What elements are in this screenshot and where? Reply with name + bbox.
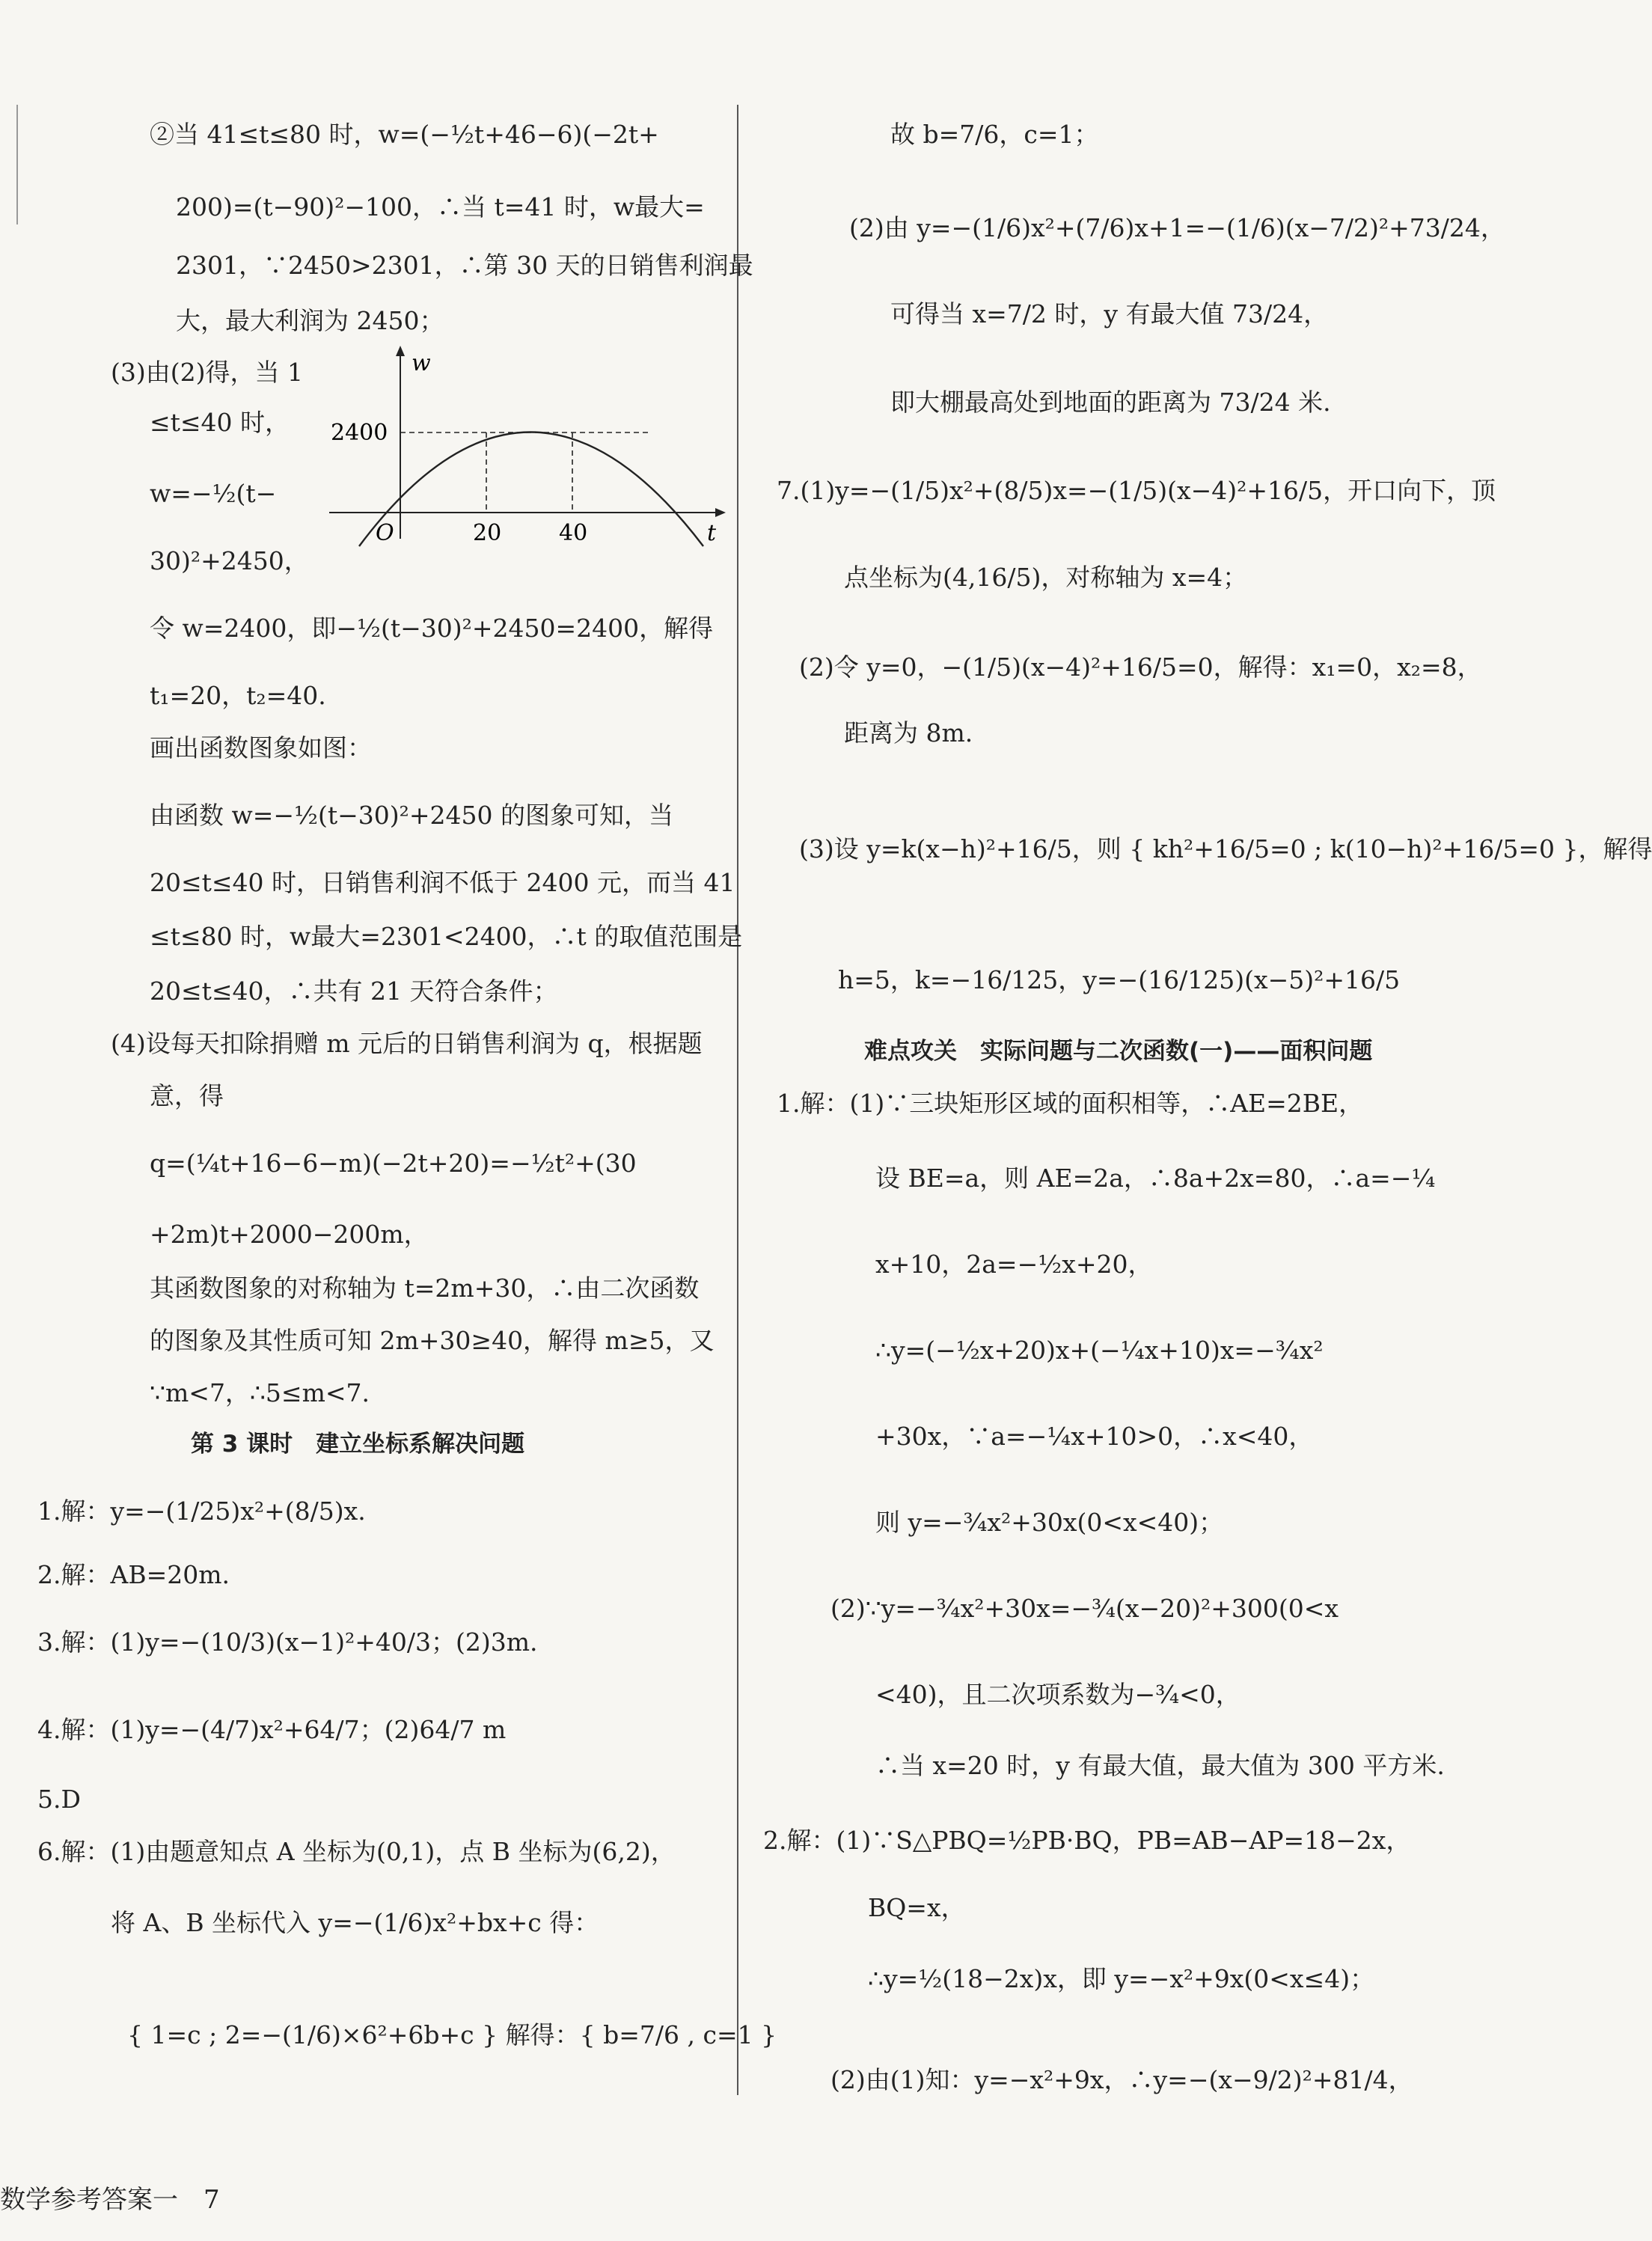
solution-line: +30x，∵a=−¼x+10>0，∴x<40， (875, 1422, 1314, 1451)
solution-line: ∴y=(−½x+20)x+(−¼x+10)x=−¾x² (875, 1336, 1324, 1365)
solution-line: 其函数图象的对称轴为 t=2m+30，∴由二次函数 (150, 1274, 700, 1303)
solution-line: 30)²+2450， (150, 546, 309, 575)
solution-line: 设 BE=a，则 AE=2a，∴8a+2x=80，∴a=−¼ (875, 1164, 1436, 1193)
solution-line: ≤t≤40 时， (150, 408, 290, 437)
solution-line: 3.解：(1)y=−(10/3)(x−1)²+40/3；(2)3m. (37, 1627, 538, 1657)
solution-line: (4)设每天扣除捐赠 m 元后的日销售利润为 q，根据题 (111, 1029, 703, 1058)
solution-line: h=5，k=−16/125，y=−(16/125)(x−5)²+16/5 (838, 965, 1401, 994)
solution-line: 距离为 8m. (844, 718, 973, 747)
solution-line: 由函数 w=−½(t−30)²+2450 的图象可知，当 (150, 801, 674, 830)
parabola-curve (359, 432, 703, 547)
w-axis-label: w (412, 350, 431, 376)
solution-line: ≤t≤80 时，w最大=2301<2400，∴t 的取值范围是 (150, 922, 743, 951)
solution-line: 4.解：(1)y=−(4/7)x²+64/7；(2)64/7 m (37, 1715, 507, 1744)
solution-line: 的图象及其性质可知 2m+30≥40，解得 m≥5，又 (150, 1326, 715, 1355)
solution-line: 将 A、B 坐标代入 y=−(1/6)x²+bx+c 得： (111, 1908, 599, 1937)
section-heading: 难点攻关 实际问题与二次函数(一)——面积问题 (864, 1038, 1373, 1065)
solution-line: 7.(1)y=−(1/5)x²+(8/5)x=−(1/5)(x−4)²+16/5，开口向下，顶 (777, 476, 1496, 505)
solution-line: 200)=(t−90)²−100，∴当 t=41 时，w最大= (176, 192, 705, 221)
solution-line: q=(¼t+16−6−m)(−2t+20)=−½t²+(30 (150, 1149, 637, 1178)
parabola-graph (329, 344, 748, 569)
solution-line: { 1=c ; 2=−(1/6)×6²+6b+c } 解得：{ b=7/6 , c=1 } (127, 2020, 777, 2049)
w-axis-arrow (396, 346, 405, 356)
solution-line: ∴y=½(18−2x)x，即 y=−x²+9x(0<x≤4)； (868, 1964, 1375, 1993)
solution-line: 故 b=7/6，c=1； (890, 120, 1099, 149)
solution-line: <40)，且二次项系数为−¾<0， (875, 1680, 1240, 1709)
section-heading: 第 3 课时 建立坐标系解决问题 (191, 1431, 525, 1458)
margin-rule (16, 105, 18, 224)
solution-line: BQ=x， (868, 1893, 966, 1922)
solution-line: (2)由 y=−(1/6)x²+(7/6)x+1=−(1/6)(x−7/2)²+73/24， (849, 213, 1505, 242)
solution-line: 2.解：(1)∵S△PBQ=½PB·BQ，PB=AB−AP=18−2x， (763, 1826, 1411, 1855)
solution-line: 5.D (37, 1785, 81, 1814)
x-tick-40: 40 (559, 520, 588, 546)
t-axis-arrow (715, 508, 726, 517)
solution-line: ∵m<7，∴5≤m<7. (150, 1378, 370, 1407)
solution-line: 则 y=−¾x²+30x(0<x<40)； (875, 1508, 1224, 1537)
solution-line: 意，得 (150, 1081, 224, 1110)
solution-line: 20≤t≤40 时，日销售利润不低于 2400 元，而当 41 (150, 868, 735, 897)
solution-line: 6.解：(1)由题意知点 A 坐标为(0,1)，点 B 坐标为(6,2)， (37, 1837, 676, 1866)
solution-line: x+10，2a=−½x+20， (875, 1250, 1153, 1279)
solution-line: 1.解：y=−(1/25)x²+(8/5)x. (37, 1496, 366, 1526)
solution-line: w=−½(t− (150, 479, 277, 508)
solution-line: (2)由(1)知：y=−x²+9x，∴y=−(x−9/2)²+81/4， (830, 2065, 1413, 2094)
x-tick-20: 20 (473, 520, 502, 546)
solution-line: ∴当 x=20 时，y 有最大值，最大值为 300 平方米. (875, 1751, 1445, 1780)
solution-line: 2301，∵2450>2301，∴第 30 天的日销售利润最 (176, 251, 753, 280)
solution-line: 2.解：AB=20m. (37, 1560, 230, 1589)
solution-line: +2m)t+2000−200m， (150, 1220, 429, 1249)
solution-line: 1.解：(1)∵三块矩形区域的面积相等，∴AE=2BE， (777, 1089, 1364, 1118)
solution-line: (3)设 y=k(x−h)²+16/5，则 { kh²+16/5=0 ; k(10−h)²+16/5=0 }，解得 (799, 834, 1652, 863)
solution-line: 画出函数图象如图： (150, 733, 372, 762)
y-tick-2400: 2400 (331, 420, 388, 446)
solution-line: 令 w=2400，即−½(t−30)²+2450=2400，解得 (150, 614, 714, 643)
t-axis-label: t (707, 520, 717, 546)
solution-line: 可得当 x=7/2 时，y 有最大值 73/24， (890, 299, 1329, 328)
origin-label: O (376, 520, 394, 546)
solution-line: t₁=20，t₂=40. (150, 681, 326, 710)
solution-line: ②当 41≤t≤80 时，w=(−½t+46−6)(−2t+ (150, 120, 659, 149)
solution-line: 大，最大利润为 2450； (176, 306, 444, 335)
solution-line: 即大棚最高处到地面的距离为 73/24 米. (890, 388, 1331, 417)
page-footer: 数学参考答案一 7 (0, 2185, 220, 2215)
solution-line: 点坐标为(4,16/5)，对称轴为 x=4； (844, 563, 1248, 592)
solution-line: 20≤t≤40，∴共有 21 天符合条件； (150, 976, 558, 1006)
solution-line: (3)由(2)得，当 1 (111, 358, 303, 387)
solution-line: (2)∵y=−¾x²+30x=−¾(x−20)²+300(0<x (830, 1594, 1339, 1623)
solution-line: (2)令 y=0，−(1/5)(x−4)²+16/5=0，解得：x₁=0，x₂=8， (799, 652, 1482, 682)
